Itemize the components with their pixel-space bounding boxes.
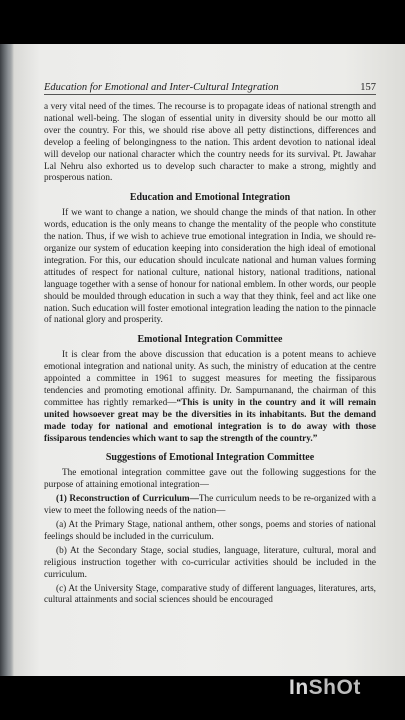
list-item-primary: (a) At the Primary Stage, national anthem, other songs, poems and stories of national feelings should be included in the curriculum.: [44, 520, 376, 542]
paragraph-suggestions: The emotional integration committee gave out the following suggestions for the purpose of attaining emotional integration—: [44, 468, 376, 491]
paragraph-intro: a very vital need of the times. The recourse is to propagate ideas of national strength and national well-being. The slogan of essential unity in diversity should be our motto all over the country. For this, we should rise above all petty distinctions, differences and develop a feeling of belongingness to the nation. This ardent devotion to national ideal will develop our national character which the country needs for its survival. Pt. Jawahar Lal Nehru also exhorted us to develop such character to make a strong, mightly and prosperous nation.: [44, 102, 376, 184]
page-body: [44, 102, 376, 607]
watermark-in: In: [289, 676, 309, 699]
suggestion-curriculum-label: (1) Reconstruction of Curriculum—: [56, 494, 199, 505]
committee-text: It is clear from the above discussion that education is a potent means to achieve emotional integration and national unity. As such, the ministry of education at the centre appointed a committee in 1961 to suggest measures for meeting the fissiparous tendencies and promoting emotional affinity. Dr. Sampurnanand, the chairman of this committee has rightly remarked—: [44, 350, 376, 408]
running-head: [44, 82, 376, 95]
heading-education-emotional-integration: Education and Emotional Integration: [129, 192, 291, 204]
suggestion-curriculum-text: The curriculum needs to be re-organized with a view to meet the following needs of the nation—: [44, 494, 376, 517]
page-spine-shadow: [0, 44, 14, 676]
paragraph-committee: [44, 350, 376, 445]
heading-committee: Emotional Integration Committee: [137, 334, 283, 346]
watermark-shot: ShOt: [308, 676, 361, 699]
page-number: 157: [360, 82, 376, 93]
sampurnanand-quote: “This is unity in the country and it will remain united howsoever great may be the diversities in its inhabitants. But the demand made today for national and emotional integration is to do away with those fissiparous tendencies which want to sap the strength of the country.”: [44, 397, 376, 444]
list-item-secondary: (b) At the Secondary Stage, social studies, language, literature, cultural, moral and religious instruction together with co-curricular activities should be included in the curriculum.: [44, 545, 376, 580]
running-head-title: Education for Emotional and Inter-Cultural Integration: [44, 82, 279, 93]
inshot-watermark: [289, 676, 361, 700]
book-page-photo: [0, 44, 405, 676]
heading-suggestions: Suggestions of Emotional Integration Committee: [105, 452, 315, 464]
paragraph-education: If we want to change a nation, we should change the minds of that nation. In other words, education is the only means to change the mentality of the people who constitute the nation. Thus, if we wish to achieve true emotional integration in India, we should re-organize our system of education keeping into consideration the high ideal of emotional integration. For this, our education should inculcate national and human values forming attitudes of respect for national culture, national history, national traditions, national language together with a sense of honour for national emblem. In other words, our people should be moulded through education in such a way that they think, feel and act like one nation. Such education will foster emotional integration leading the nation to the pinnacle of national glory and prosperity.: [44, 208, 376, 326]
book-page: [18, 44, 396, 676]
list-item-university: (c) At the University Stage, comparative study of different languages, literatures, arts, cultural attainments and social sciences should be encouraged: [44, 583, 376, 606]
suggestion-curriculum: [44, 494, 376, 518]
